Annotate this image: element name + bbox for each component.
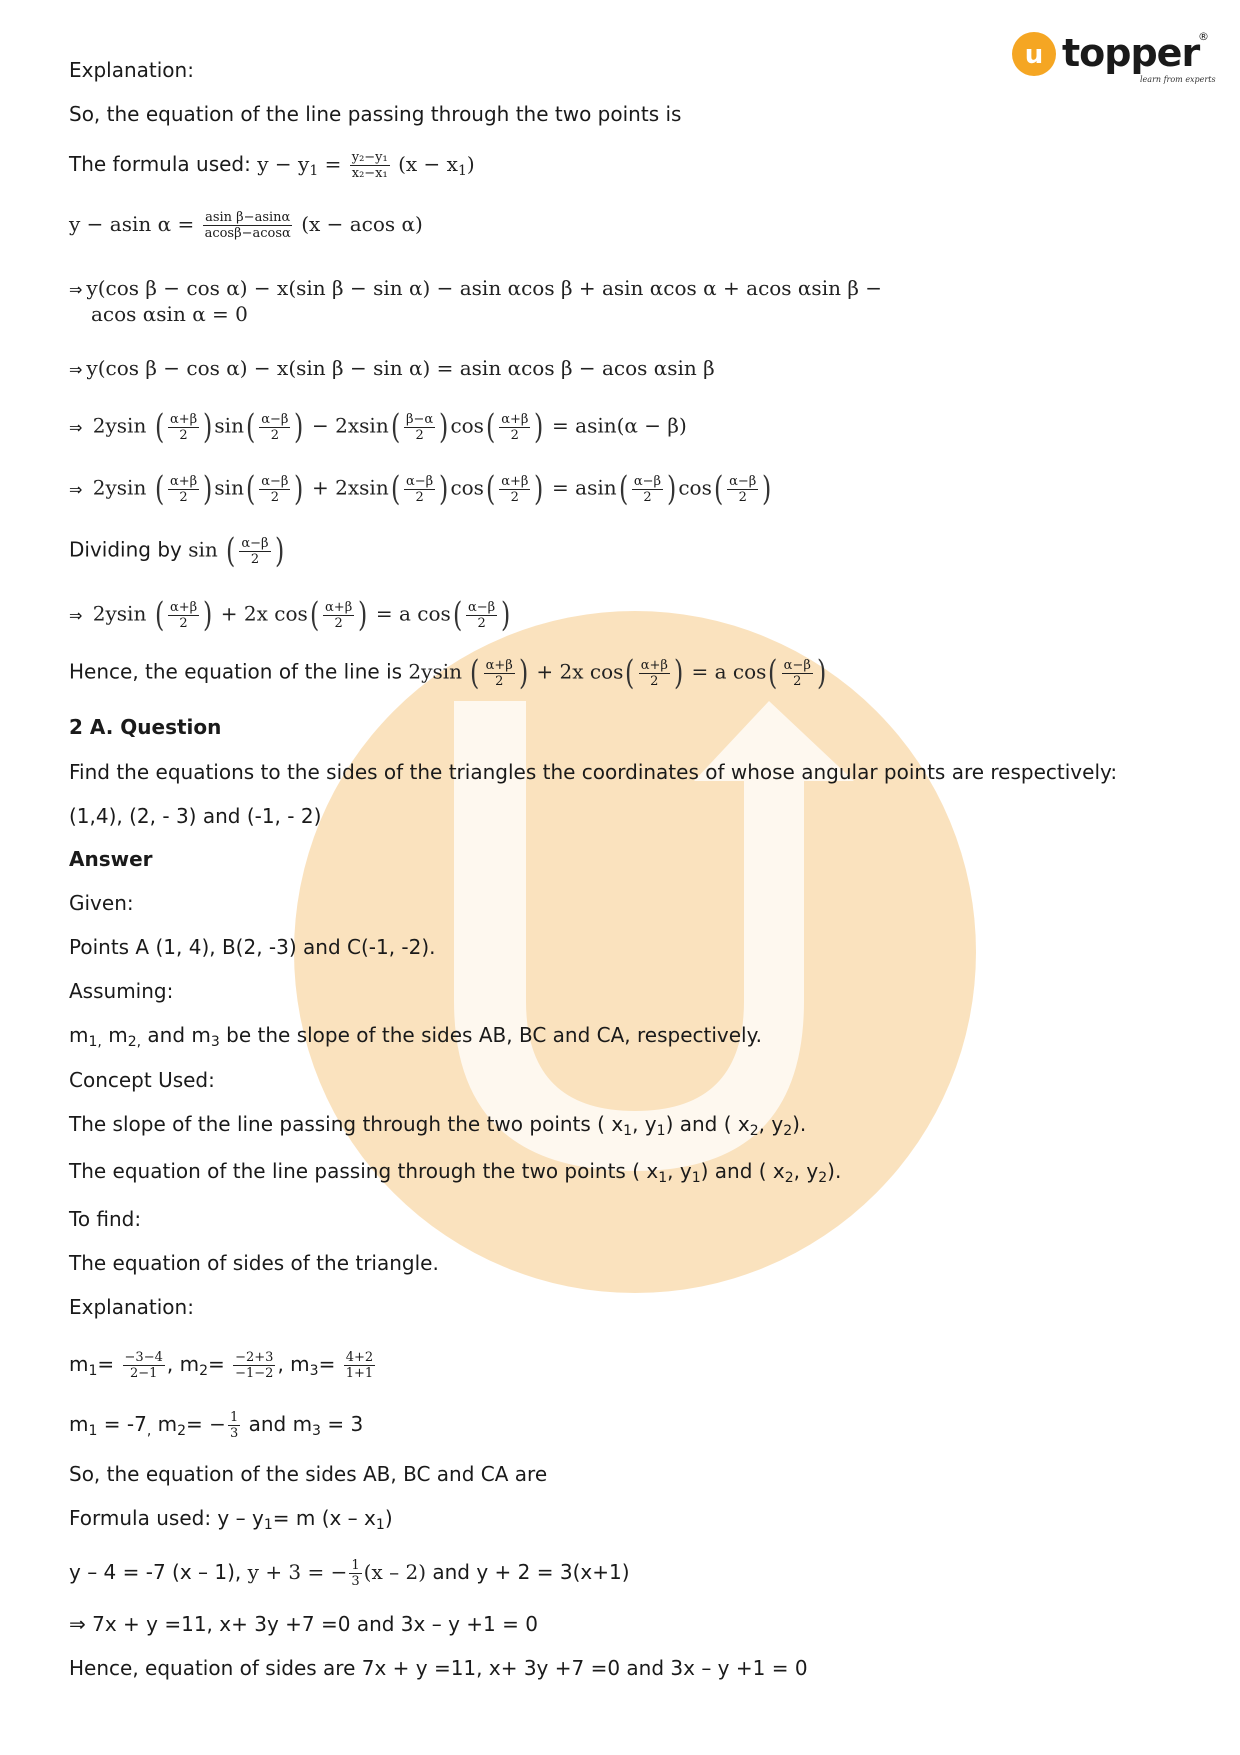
final-answer: Hence, equation of sides are 7x + y =11, x+ 3y +7 =0 and 3x – y +1 = 0: [69, 1656, 808, 1680]
assuming-heading: Assuming:: [69, 979, 174, 1003]
result-line: ⇒ 7x + y =11, x+ 3y +7 =0 and 3x – y +1 = 0: [69, 1612, 538, 1636]
svg-text:learn from experts: learn from experts: [1140, 75, 1216, 84]
answer-heading: Answer: [69, 847, 153, 871]
intro-sentence: So, the equation of the line passing through the two points is: [69, 102, 682, 126]
svg-text:®: ®: [1198, 30, 1209, 43]
concept-slope: The slope of the line passing through the two points ( $x_1$, $y_1$) and ( $x_2$, $y_2$).: [69, 1112, 807, 1139]
concept-heading: Concept Used:: [69, 1068, 215, 1092]
equation-expanded-cont: acos αsin α = 0: [91, 302, 248, 326]
explanation-heading-2: Explanation:: [69, 1295, 194, 1319]
question-title: 2 A. Question: [69, 715, 222, 739]
topper-logo: [1012, 28, 1216, 92]
given-points: Points A (1, 4), B(2, -3) and C(-1, -2).: [69, 935, 436, 959]
svg-text:topper: topper: [1062, 31, 1200, 75]
side-equations: y – 4 = -7 (x – 1), y + 3 = − $\frac{1}{3}$ (x – 2) and y + 2 = 3(x+1): [69, 1558, 630, 1589]
dividing-line: Dividing by sin ( $\frac{\alpha-\beta}{2}$ ): [69, 531, 284, 571]
svg-text:u: u: [1024, 40, 1044, 70]
explanation-heading: Explanation:: [69, 58, 194, 82]
so-sides-sentence: So, the equation of the sides AB, BC and CA are: [69, 1462, 548, 1486]
equation-expanded: ⇒ y(cos β − cos α) − x(sin β − sin α) − asin αcos β + asin αcos α + acos αsin β −: [69, 276, 883, 300]
slopes-definition: $m_{1,}$ $m_{2,}$ and $m_3$ be the slope of the sides AB, BC and CA, respectively.: [69, 1023, 762, 1050]
equation-trig-2: ⇒ 2ysin ( $\frac{\alpha+\beta}{2}$ ) sin ( $\frac{\alpha-\beta}{2}$ ) + 2xsin ( $\frac{\alpha-\beta}{2}$ ) cos ( $\frac{\alpha+\beta}{2}$ ) = asin ( $\frac{\alpha-\beta}{2}$ ) cos ( $\frac{\alpha-\beta}{2}$ ): [69, 469, 772, 509]
hence-line: Hence, the equation of the line is 2ysin ( $\frac{\alpha+\beta}{2}$ ) + 2x cos ( $\frac{\alpha+\beta}{2}$ ) = a cos ( $\frac{\alpha-\beta}{2}$ ): [69, 653, 827, 693]
to-find-heading: To find:: [69, 1207, 142, 1231]
question-points: (1,4), (2, - 3) and (-1, - 2): [69, 804, 322, 828]
slope-values: $m_1 = -7_,$ $m_2=$ − $\frac{1}{3}$ and $m_3 = 3$: [69, 1410, 364, 1441]
question-text: Find the equations to the sides of the triangles the coordinates of whose angular points are respectively:: [69, 760, 1118, 784]
formula-line: The formula used: $y - y_1$ = $\frac{\text{y₂−y₁}}{\text{x₂−x₁}}$ $(x - x_1)$: [69, 150, 475, 181]
equation-substituted: y − asin α = $\frac{\text{asin β−asinα}}{acos\beta-acos\alpha}$ (x − acos α): [69, 210, 423, 241]
given-heading: Given:: [69, 891, 134, 915]
slope-fractions: $m_1=$ $\frac{-3-4}{2-1}$ , $m_2=$ $\frac{-2+3}{-1-2}$ , $m_3=$ $\frac{4+2}{1+1}$: [69, 1350, 374, 1381]
to-find-text: The equation of sides of the triangle.: [69, 1251, 439, 1275]
equation-result: ⇒ 2ysin ( $\frac{\alpha+\beta}{2}$ ) + 2x cos ( $\frac{\alpha+\beta}{2}$ ) = a cos ( $\frac{\alpha-\beta}{2}$ ): [69, 595, 511, 635]
topper-logo-icon: [1012, 28, 1216, 92]
formula-used-line: Formula used: $y - y_1= m$ $(x - x_1)$: [69, 1506, 393, 1533]
equation-trig-1: ⇒ 2ysin ( $\frac{\alpha+\beta}{2}$ ) sin ( $\frac{\alpha-\beta}{2}$ ) − 2xsin ( $\frac{\beta-\alpha}{2}$ ) cos ( $\frac{\alpha+\beta}{2}$ ) = asin(α − β): [69, 407, 687, 447]
concept-equation: The equation of the line passing through the two points ( $x_1$, $y_1$) and ( $x_2$, $y_2$).: [69, 1159, 842, 1186]
equation-simplified: ⇒ y(cos β − cos α) − x(sin β − sin α) = asin αcos β − acos αsin β: [69, 356, 715, 380]
